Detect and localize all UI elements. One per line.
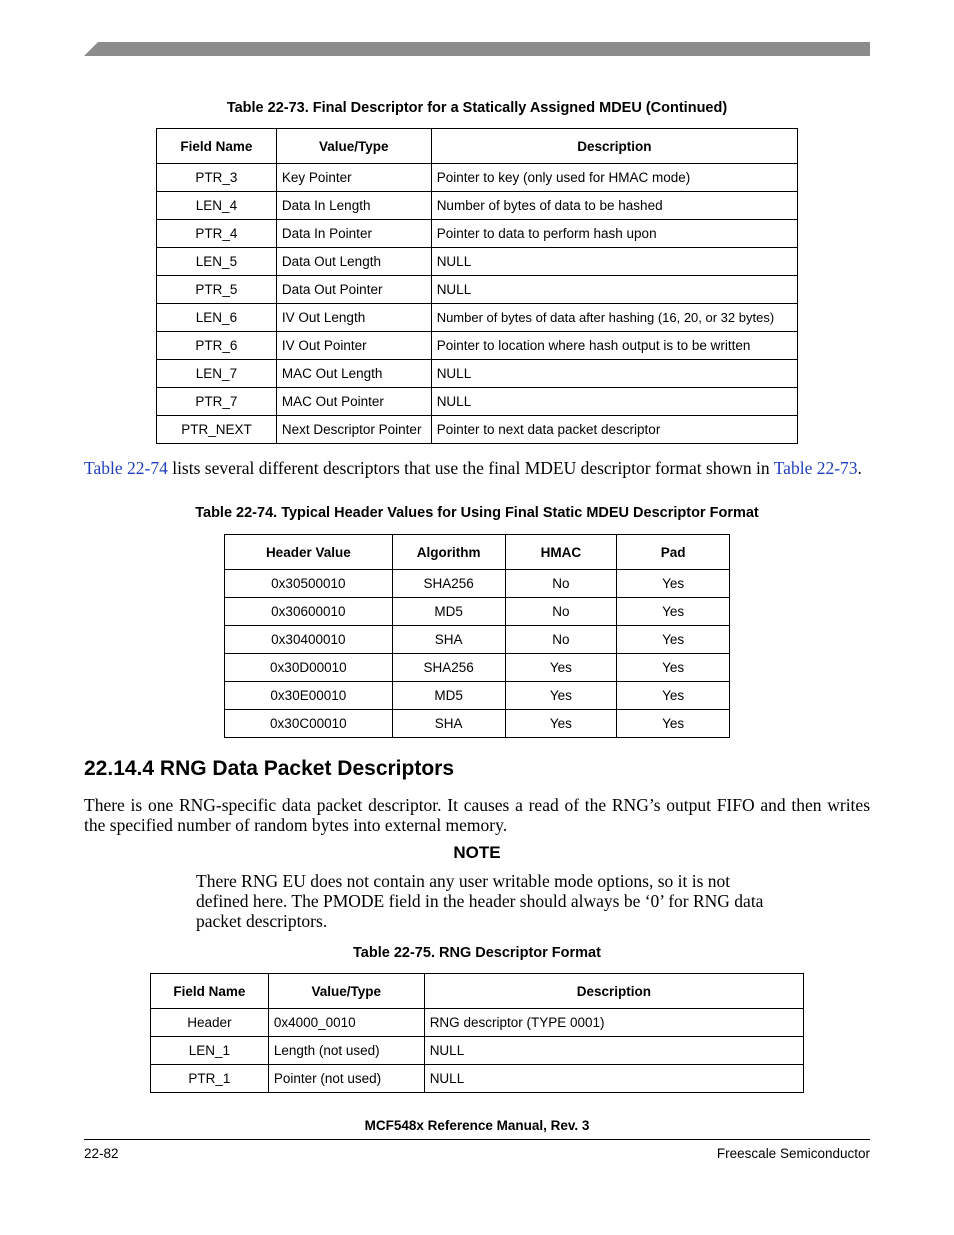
hmac-cell: No [505,626,617,654]
algorithm-cell: MD5 [392,682,505,710]
table-75 [150,973,804,1093]
hmac-cell: No [505,598,617,626]
hmac-cell: Yes [505,682,617,710]
field-name-cell: PTR_4 [157,220,277,248]
description-cell: Number of bytes of data after hashing (16, 20, or 32 bytes) [431,304,797,332]
description-cell: NULL [431,360,797,388]
field-name-cell: Header [151,1009,269,1037]
intro-text: lists several different descriptors that use the final MDEU descriptor format shown in [167,458,774,478]
value-type-cell: 0x4000_0010 [268,1009,424,1037]
header-value-cell: 0x30400010 [225,626,393,654]
column-header: Algorithm [392,535,505,570]
field-name-cell: PTR_NEXT [157,416,277,444]
field-name-cell: LEN_4 [157,192,277,220]
field-name-cell: LEN_7 [157,360,277,388]
algorithm-cell: SHA256 [392,570,505,598]
intro-paragraph [84,458,870,478]
table-row [157,388,798,416]
value-type-cell: IV Out Length [276,304,431,332]
value-type-cell: Data Out Length [276,248,431,276]
description-cell: NULL [431,276,797,304]
table-row [157,416,798,444]
section-paragraph: There is one RNG-specific data packet descriptor. It causes a read of the RNG’s output FIFO and then writes the specified number of random bytes into external memory. [84,795,870,835]
hmac-cell: Yes [505,710,617,738]
value-type-cell: Data Out Pointer [276,276,431,304]
column-header: Value/Type [276,129,431,164]
table-row [225,710,730,738]
value-type-cell: Data In Length [276,192,431,220]
description-cell: NULL [431,388,797,416]
field-name-cell: PTR_7 [157,388,277,416]
field-name-cell: PTR_1 [151,1065,269,1093]
table-row [225,598,730,626]
column-header: Description [431,129,797,164]
table-row [157,164,798,192]
hmac-cell: No [505,570,617,598]
description-cell: RNG descriptor (TYPE 0001) [424,1009,803,1037]
page-number: 22-82 [84,1146,119,1161]
field-name-cell: LEN_1 [151,1037,269,1065]
description-cell: NULL [424,1037,803,1065]
value-type-cell: IV Out Pointer [276,332,431,360]
intro-end: . [857,458,862,478]
algorithm-cell: SHA [392,626,505,654]
table-row [151,1037,804,1065]
column-header: Pad [617,535,730,570]
header-value-cell: 0x30E00010 [225,682,393,710]
table-row [157,248,798,276]
footer-divider [84,1139,870,1140]
pad-cell: Yes [617,626,730,654]
table-row [157,304,798,332]
header-value-cell: 0x30600010 [225,598,393,626]
field-name-cell: PTR_3 [157,164,277,192]
value-type-cell: Length (not used) [268,1037,424,1065]
table-row [157,360,798,388]
footer-manual-title: MCF548x Reference Manual, Rev. 3 [364,1118,590,1133]
value-type-cell: MAC Out Length [276,360,431,388]
description-cell: Pointer to data to perform hash upon [431,220,797,248]
table-row [225,682,730,710]
pad-cell: Yes [617,654,730,682]
note-title: NOTE [453,843,501,862]
description-cell: Pointer to key (only used for HMAC mode) [431,164,797,192]
column-header: HMAC [505,535,617,570]
company-name: Freescale Semiconductor [716,1146,870,1161]
field-name-cell: LEN_5 [157,248,277,276]
field-name-cell: LEN_6 [157,304,277,332]
table-22-73-link[interactable]: Table 22-73 [773,458,858,478]
pad-cell: Yes [617,682,730,710]
table-73 [156,128,798,444]
field-name-cell: PTR_5 [157,276,277,304]
pad-cell: Yes [617,570,730,598]
pad-cell: Yes [617,710,730,738]
table-74-caption: Table 22-74. Typical Header Values for Using Final Static MDEU Descriptor Format [195,505,759,521]
table-74 [224,534,730,738]
table-row [225,654,730,682]
algorithm-cell: MD5 [392,598,505,626]
table-75-caption: Table 22-75. RNG Descriptor Format [353,945,601,961]
pad-cell: Yes [617,598,730,626]
table-row [157,332,798,360]
value-type-cell: Next Descriptor Pointer [276,416,431,444]
description-cell: NULL [431,248,797,276]
table-row [225,626,730,654]
column-header: Field Name [157,129,277,164]
description-cell: NULL [424,1065,803,1093]
table-row [157,276,798,304]
algorithm-cell: SHA [392,710,505,738]
description-cell: Pointer to next data packet descriptor [431,416,797,444]
table-row [151,1065,804,1093]
header-banner [84,42,870,56]
value-type-cell: Key Pointer [276,164,431,192]
note-body: There RNG EU does not contain any user writable mode options, so it is not defined here. The PMODE field in the header should always be ‘0’ for RNG data packet descriptors. [196,871,764,931]
value-type-cell: Data In Pointer [276,220,431,248]
column-header: Header Value [225,535,393,570]
description-cell: Pointer to location where hash output is to be written [431,332,797,360]
value-type-cell: MAC Out Pointer [276,388,431,416]
field-name-cell: PTR_6 [157,332,277,360]
section-heading: 22.14.4 RNG Data Packet Descriptors [84,757,455,780]
header-value-cell: 0x30C00010 [225,710,393,738]
column-header: Value/Type [268,974,424,1009]
value-type-cell: Pointer (not used) [268,1065,424,1093]
table-row [225,570,730,598]
header-value-cell: 0x30500010 [225,570,393,598]
table-row [151,1009,804,1037]
table-22-74-link[interactable]: Table 22-74 [84,458,168,478]
column-header: Field Name [151,974,269,1009]
algorithm-cell: SHA256 [392,654,505,682]
header-value-cell: 0x30D00010 [225,654,393,682]
description-cell: Number of bytes of data to be hashed [431,192,797,220]
hmac-cell: Yes [505,654,617,682]
column-header: Description [424,974,803,1009]
table-73-caption: Table 22-73. Final Descriptor for a Statically Assigned MDEU (Continued) [226,100,728,116]
table-row [157,192,798,220]
table-row [157,220,798,248]
